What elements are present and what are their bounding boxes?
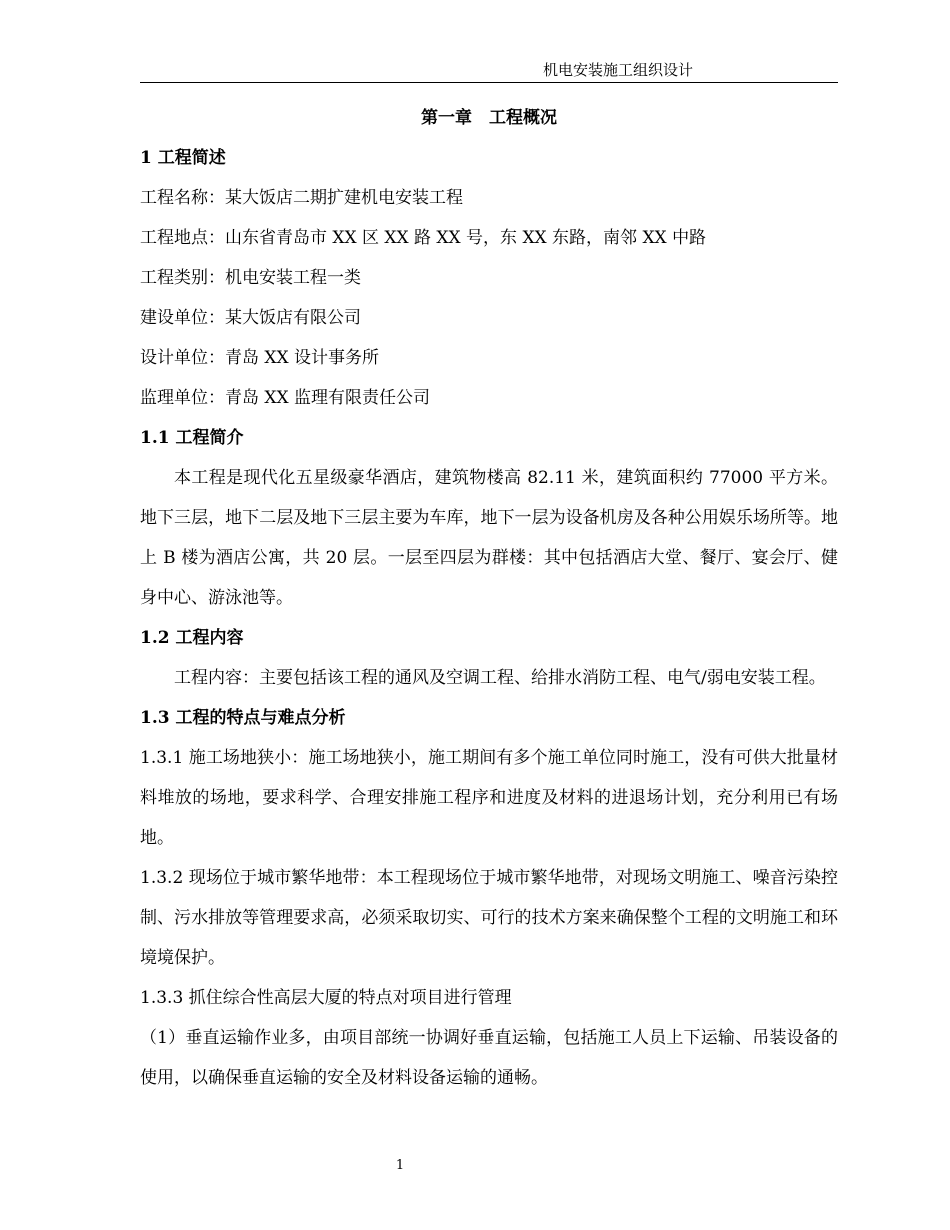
section-heading-1-3: 1.3 工程的特点与难点分析 bbox=[140, 708, 346, 728]
header-title: 机电安装施工组织设计 bbox=[542, 61, 693, 79]
field-project-location: 工程地点：山东省青岛市 XX 区 XX 路 XX 号，东 XX 东路，南邻 XX 中路 bbox=[140, 228, 707, 248]
field-owner: 建设单位：某大饭店有限公司 bbox=[140, 308, 361, 328]
field-designer: 设计单位：青岛 XX 设计事务所 bbox=[140, 348, 380, 368]
chapter-title: 第一章 工程概况 bbox=[421, 108, 557, 128]
field-project-name: 工程名称：某大饭店二期扩建机电安装工程 bbox=[140, 188, 463, 208]
paragraph-1-3-2: 1.3.2 现场位于城市繁华地带：本工程现场位于城市繁华地带，对现场文明施工、噪音污染控制、污水排放等管理要求高，必须采取切实、可行的技术方案来确保整个工程的文明施工和环境境保护。 bbox=[140, 868, 838, 968]
paragraph-project-content: 工程内容：主要包括该工程的通风及空调工程、给排水消防工程、电气/弱电安装工程。 bbox=[174, 668, 826, 688]
field-supervisor: 监理单位：青岛 XX 监理有限责任公司 bbox=[140, 388, 431, 408]
field-project-category: 工程类别：机电安装工程一类 bbox=[140, 268, 361, 288]
paragraph-1-3-1: 1.3.1 施工场地狭小：施工场地狭小，施工期间有多个施工单位同时施工，没有可供大批量材料堆放的场地，要求科学、合理安排施工程序和进度及材料的进退场计划，充分利用已有场地。 bbox=[140, 748, 838, 848]
section-heading-1-1: 1.1 工程简介 bbox=[140, 428, 244, 448]
section-heading-1: 1 工程简述 bbox=[140, 148, 226, 168]
document-body bbox=[140, 98, 838, 1098]
page-header bbox=[140, 55, 838, 83]
page-number: 1 bbox=[395, 1158, 405, 1173]
paragraph-item-1: （1）垂直运输作业多，由项目部统一协调好垂直运输，包括施工人员上下运输、吊装设备的使用，以确保垂直运输的安全及材料设备运输的通畅。 bbox=[140, 1028, 838, 1088]
section-heading-1-2: 1.2 工程内容 bbox=[140, 628, 244, 648]
paragraph-1-3-3: 1.3.3 抓住综合性高层大厦的特点对项目进行管理 bbox=[140, 988, 512, 1008]
paragraph-project-intro: 本工程是现代化五星级豪华酒店，建筑物楼高 82.11 米，建筑面积约 77000 平方米。地下三层，地下二层及地下三层主要为车库，地下一层为设备机房及各种公用娱乐场所等。地上 B 楼为酒店公寓，共 20 层。一层至四层为群楼：其中包括酒店大堂、餐厅、宴会厅、健身中心、游泳池等。 bbox=[140, 468, 838, 608]
